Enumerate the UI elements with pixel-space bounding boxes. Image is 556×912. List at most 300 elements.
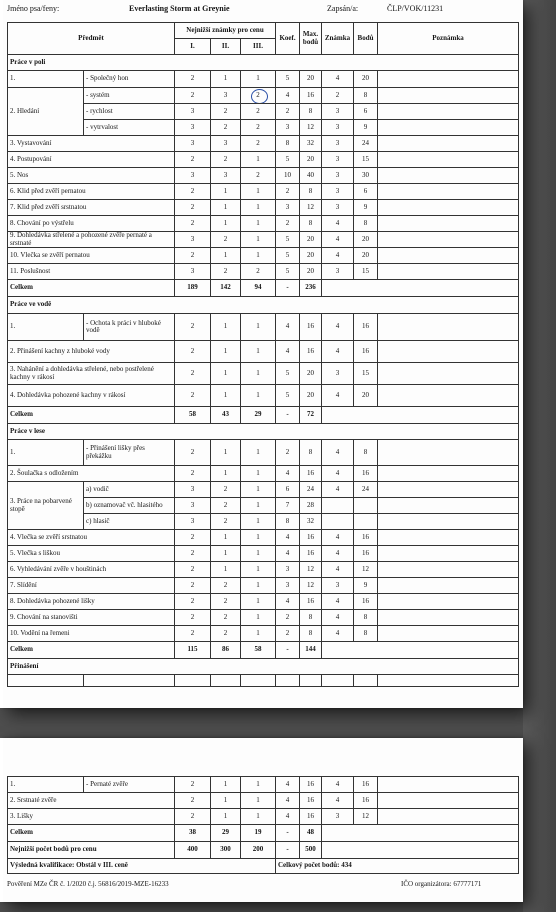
cell: 2 — [211, 626, 241, 642]
cell: 1 — [241, 466, 276, 482]
cell: 12 — [354, 809, 378, 825]
cell: 8 — [300, 104, 322, 120]
table-row — [8, 136, 519, 152]
table-row — [8, 578, 519, 594]
row-name: 6. Klid před zvěří pernatou — [8, 184, 175, 200]
cell: - — [276, 825, 300, 842]
note-cell — [378, 264, 519, 280]
col-subject: Předmět — [8, 23, 175, 55]
dog-name: Everlasting Storm at Greynie — [129, 4, 230, 13]
cell: 2 — [276, 610, 300, 626]
cell: 3 — [276, 578, 300, 594]
table-row — [8, 168, 519, 184]
cell: 2 — [175, 546, 211, 562]
cell: 5 — [276, 71, 300, 88]
cell: 20 — [300, 264, 322, 280]
cell: 16 — [300, 594, 322, 610]
cell: 4 — [322, 440, 354, 466]
cell: 72 — [300, 407, 322, 424]
cell: 3 — [276, 200, 300, 216]
cell: 2 — [175, 626, 211, 642]
cell: 1 — [241, 562, 276, 578]
cell: 32 — [300, 514, 322, 530]
note-cell — [378, 71, 519, 88]
table-row — [8, 626, 519, 642]
empty-cell — [322, 280, 519, 297]
cell: 40 — [300, 168, 322, 184]
row-name: 8. Chování po výstřelu — [8, 216, 175, 232]
cell: 20 — [354, 385, 378, 407]
cell: 9 — [354, 578, 378, 594]
cell: 2 — [175, 88, 211, 104]
cell: 8 — [300, 626, 322, 642]
empty-cell — [84, 675, 175, 687]
cell: 20 — [354, 248, 378, 264]
cell: 1 — [211, 440, 241, 466]
cell: 4 — [322, 626, 354, 642]
cell: 16 — [354, 777, 378, 793]
cell: 16 — [300, 793, 322, 809]
note-cell — [378, 385, 519, 407]
cell: 3 — [322, 120, 354, 136]
note-cell — [378, 809, 519, 825]
cell: 12 — [300, 120, 322, 136]
cell: 8 — [276, 514, 300, 530]
cell: 2 — [175, 793, 211, 809]
cell: 86 — [211, 642, 241, 659]
cell: 1 — [211, 184, 241, 200]
cell: 20 — [300, 232, 322, 248]
cell: 4 — [322, 314, 354, 341]
table-row — [8, 594, 519, 610]
cell: 43 — [211, 407, 241, 424]
col-marks-group: Nejnižší známky pro cenu — [175, 23, 276, 39]
col-prize-3: III. — [241, 39, 276, 55]
cell-circled — [241, 88, 276, 104]
note-cell — [378, 232, 519, 248]
col-prize-2: II. — [211, 39, 241, 55]
cell: 5 — [276, 232, 300, 248]
cell: 12 — [300, 200, 322, 216]
cell: 2 — [211, 120, 241, 136]
row-subitem: - Pernaté zvěře — [84, 777, 175, 793]
table-row — [8, 232, 519, 248]
cell: 1 — [241, 248, 276, 264]
table-row — [8, 264, 519, 280]
section-title: Práce ve vodě — [8, 297, 519, 314]
note-cell — [378, 498, 519, 514]
cell: 2 — [241, 264, 276, 280]
cell: 8 — [354, 88, 378, 104]
section-title: Práce v lese — [8, 424, 519, 440]
row-subitem: - vytrvalost — [84, 120, 175, 136]
empty-cell — [322, 825, 519, 842]
cell: 2 — [175, 71, 211, 88]
row-name: 9. Dohledávka střelené a pohozené zvěře pernaté a srstnaté — [8, 232, 175, 248]
cell: 3 — [175, 232, 211, 248]
cell: 2 — [175, 152, 211, 168]
row-subitem: - Společný hon — [84, 71, 175, 88]
cell: 2 — [175, 610, 211, 626]
note-cell — [378, 216, 519, 232]
cell: 1 — [211, 385, 241, 407]
row-name: 2. Šoulačka s odložením — [8, 466, 175, 482]
cell: 2 — [276, 626, 300, 642]
cell: 2 — [211, 232, 241, 248]
cell: 1 — [241, 314, 276, 341]
cell: 2 — [211, 104, 241, 120]
empty-cell — [175, 675, 211, 687]
cell: 1 — [211, 200, 241, 216]
cell: 6 — [354, 104, 378, 120]
empty-cell — [322, 407, 519, 424]
cell: 1 — [241, 578, 276, 594]
section-title: Práce v poli — [8, 55, 519, 71]
cell: 16 — [354, 530, 378, 546]
cell: 24 — [354, 136, 378, 152]
cell: 1 — [241, 626, 276, 642]
circled-value: 2 — [256, 90, 260, 99]
empty-cell — [8, 675, 84, 687]
cell: 3 — [175, 264, 211, 280]
cell: - — [276, 842, 300, 859]
cell: 3 — [322, 184, 354, 200]
table-row — [8, 793, 519, 809]
cell: 8 — [300, 440, 322, 466]
cell: 3 — [322, 104, 354, 120]
cell: 2 — [175, 440, 211, 466]
cell: 19 — [241, 825, 276, 842]
note-cell — [378, 530, 519, 546]
cell: 1 — [211, 777, 241, 793]
cell: 115 — [175, 642, 211, 659]
cell — [322, 514, 354, 530]
table-row — [8, 184, 519, 200]
cell: 500 — [300, 842, 322, 859]
cell: 16 — [354, 793, 378, 809]
row-subitem: - Ochota k práci v hluboké vodě — [84, 314, 175, 341]
cell: 2 — [211, 578, 241, 594]
cell: 9 — [354, 200, 378, 216]
row-name: 4. Postupování — [8, 152, 175, 168]
cell: 3 — [276, 120, 300, 136]
cell: 8 — [354, 216, 378, 232]
cell: 1 — [241, 200, 276, 216]
cell: 4 — [276, 546, 300, 562]
empty-cell — [322, 642, 519, 659]
cell: 3 — [211, 88, 241, 104]
cell: 8 — [300, 216, 322, 232]
cell: 4 — [276, 793, 300, 809]
cell: 4 — [322, 385, 354, 407]
row-name: 7. Slídění — [8, 578, 175, 594]
note-cell — [378, 136, 519, 152]
cell: 16 — [300, 777, 322, 793]
cell: 16 — [300, 530, 322, 546]
row-name: 5. Nos — [8, 168, 175, 184]
cell: 4 — [276, 777, 300, 793]
cell: 16 — [354, 594, 378, 610]
cell: 28 — [300, 498, 322, 514]
cell: 4 — [276, 809, 300, 825]
table-row — [8, 610, 519, 626]
cell: 3 — [175, 514, 211, 530]
row-name: 10. Vlečka se zvěří pernatou — [8, 248, 175, 264]
cell: 2 — [175, 363, 211, 385]
cell: 3 — [322, 136, 354, 152]
row-name: 2. Srstnaté zvěře — [8, 793, 175, 809]
row-name: 10. Vodění na řemeni — [8, 626, 175, 642]
cell: 16 — [300, 314, 322, 341]
cell: 144 — [300, 642, 322, 659]
cell: 8 — [354, 626, 378, 642]
cell: 29 — [241, 407, 276, 424]
cell: 2 — [241, 168, 276, 184]
row-name: 6. Vyhledávání zvěře v houštinách — [8, 562, 175, 578]
cell: 4 — [322, 341, 354, 363]
cell: 1 — [241, 594, 276, 610]
cell: 20 — [300, 385, 322, 407]
cell: 1 — [211, 71, 241, 88]
voda-rows — [8, 341, 519, 407]
cell: 6 — [354, 184, 378, 200]
cell: 8 — [276, 136, 300, 152]
cell: 1 — [241, 610, 276, 626]
cell: 3 — [322, 168, 354, 184]
cell: 4 — [322, 216, 354, 232]
cell: 400 — [175, 842, 211, 859]
table-row — [8, 546, 519, 562]
cell: 15 — [354, 363, 378, 385]
note-cell — [378, 200, 519, 216]
note-cell — [378, 104, 519, 120]
cell: 4 — [322, 232, 354, 248]
cell: 1 — [241, 498, 276, 514]
cell: 8 — [354, 610, 378, 626]
cell: 12 — [300, 562, 322, 578]
cell: 2 — [211, 498, 241, 514]
cell: 8 — [354, 440, 378, 466]
total-points: Celkový počet bodů: 434 — [276, 859, 519, 874]
note-cell — [378, 626, 519, 642]
row-name: 5. Vlečka s liškou — [8, 546, 175, 562]
cell: 3 — [322, 363, 354, 385]
cell: 4 — [276, 314, 300, 341]
note-cell — [378, 248, 519, 264]
row-name: 3. Lišky — [8, 809, 175, 825]
cell: 4 — [276, 341, 300, 363]
cell: 1 — [241, 385, 276, 407]
cell: 9 — [354, 120, 378, 136]
cell: 2 — [211, 152, 241, 168]
cell: 4 — [322, 793, 354, 809]
cell: 94 — [241, 280, 276, 297]
row-name: 3. Práce na pobarvené stopě — [8, 482, 84, 530]
cell: 2 — [276, 216, 300, 232]
cell: 3 — [211, 168, 241, 184]
cell: 3 — [175, 482, 211, 498]
cell — [354, 498, 378, 514]
cell: 3 — [175, 104, 211, 120]
cell: 1 — [241, 546, 276, 562]
row-name: 4. Vlečka se zvěří srstnatou — [8, 530, 175, 546]
row-name: 2. Hledání — [8, 88, 84, 136]
table-row — [8, 530, 519, 546]
total-label: Celkem — [8, 407, 175, 424]
cell: 29 — [211, 825, 241, 842]
row-number: 1. — [8, 314, 84, 341]
cell: 2 — [175, 578, 211, 594]
cell: 1 — [241, 152, 276, 168]
cell: 16 — [300, 466, 322, 482]
cell: 2 — [276, 184, 300, 200]
note-cell — [378, 610, 519, 626]
table-row — [8, 216, 519, 232]
row-number: 1. — [8, 440, 84, 466]
cell: 2 — [241, 136, 276, 152]
cell: 2 — [175, 777, 211, 793]
cell: 2 — [175, 216, 211, 232]
cell: 5 — [276, 152, 300, 168]
cell: 2 — [175, 466, 211, 482]
table-row — [8, 341, 519, 363]
cell: 58 — [175, 407, 211, 424]
les-rows — [8, 530, 519, 642]
row-name: 3. Vystavování — [8, 136, 175, 152]
cell: 1 — [241, 530, 276, 546]
cell: 2 — [211, 264, 241, 280]
cell: 1 — [211, 793, 241, 809]
cell: 2 — [175, 594, 211, 610]
cell: 2 — [211, 482, 241, 498]
cell: 4 — [322, 777, 354, 793]
score-sheet-page-1 — [3, 0, 523, 708]
cell: 2 — [175, 809, 211, 825]
cell: 1 — [241, 341, 276, 363]
note-cell — [378, 777, 519, 793]
cell: 1 — [241, 363, 276, 385]
cell: 1 — [211, 809, 241, 825]
cell: 1 — [211, 314, 241, 341]
table-row — [8, 562, 519, 578]
cell: 3 — [322, 578, 354, 594]
cell: 4 — [322, 610, 354, 626]
cell: 58 — [241, 642, 276, 659]
col-grade: Známka — [322, 23, 354, 55]
cell: 10 — [276, 168, 300, 184]
row-subitem: a) vodič — [84, 482, 175, 498]
empty-cell — [300, 675, 322, 687]
cell: 1 — [241, 71, 276, 88]
cell: 8 — [300, 184, 322, 200]
cell: 1 — [211, 466, 241, 482]
cell: 2 — [211, 610, 241, 626]
organizer-id: IČO organizátora: 67777171 — [401, 880, 482, 888]
cell: 2 — [175, 341, 211, 363]
cell: 2 — [241, 120, 276, 136]
cell: 48 — [300, 825, 322, 842]
cell: 2 — [241, 104, 276, 120]
row-name: 8. Dohledávka pohozené lišky — [8, 594, 175, 610]
row-number: 1. — [8, 777, 84, 793]
cell: 1 — [211, 363, 241, 385]
table-row — [8, 363, 519, 385]
page-edge — [0, 0, 3, 708]
cell: 24 — [300, 482, 322, 498]
cell: 2 — [175, 200, 211, 216]
cell: 1 — [211, 530, 241, 546]
total-label: Celkem — [8, 825, 175, 842]
cell: 5 — [276, 363, 300, 385]
cell: 2 — [175, 184, 211, 200]
cell: 4 — [322, 546, 354, 562]
table-row — [8, 248, 519, 264]
cell: 4 — [322, 562, 354, 578]
cell: 6 — [276, 482, 300, 498]
cell: 8 — [300, 610, 322, 626]
cell: 16 — [354, 546, 378, 562]
cell: 3 — [175, 136, 211, 152]
score-table-continued — [7, 776, 519, 874]
cell: 3 — [175, 498, 211, 514]
row-name: 3. Nahánění a dohledávka střelené, nebo postřelené kachny v rákosí — [8, 363, 175, 385]
note-cell — [378, 562, 519, 578]
row-subitem: - Přinášení lišky přes překážku — [84, 440, 175, 466]
cell: 16 — [300, 341, 322, 363]
cell: 2 — [276, 104, 300, 120]
cell: 3 — [276, 562, 300, 578]
cell: 4 — [276, 594, 300, 610]
row-name: 4. Dohledávka pohozené kachny v rákosí — [8, 385, 175, 407]
cell: 7 — [276, 498, 300, 514]
cell — [354, 514, 378, 530]
cell: 300 — [211, 842, 241, 859]
cell: 1 — [211, 546, 241, 562]
cell: 4 — [276, 466, 300, 482]
cell: 1 — [211, 248, 241, 264]
cell: 20 — [354, 71, 378, 88]
page-edge — [0, 738, 3, 902]
cell: 15 — [354, 264, 378, 280]
empty-cell — [276, 675, 300, 687]
cell: 1 — [241, 440, 276, 466]
empty-cell — [378, 675, 519, 687]
empty-cell — [211, 675, 241, 687]
cell: 2 — [175, 530, 211, 546]
cell: 4 — [322, 482, 354, 498]
cell: 12 — [354, 562, 378, 578]
cell: 38 — [175, 825, 211, 842]
note-cell — [378, 88, 519, 104]
note-cell — [378, 184, 519, 200]
note-cell — [378, 440, 519, 466]
cell: 4 — [322, 594, 354, 610]
cell: 1 — [241, 482, 276, 498]
note-cell — [378, 514, 519, 530]
table-row — [8, 385, 519, 407]
total-label: Celkem — [8, 642, 175, 659]
cell: 24 — [354, 482, 378, 498]
registration-label: Zapsán/a: — [327, 4, 359, 13]
note-cell — [378, 152, 519, 168]
cell: 3 — [211, 136, 241, 152]
cell: 16 — [300, 546, 322, 562]
cell: 16 — [300, 809, 322, 825]
note-cell — [378, 341, 519, 363]
cell: 142 — [211, 280, 241, 297]
note-cell — [378, 314, 519, 341]
cell: 2 — [175, 562, 211, 578]
